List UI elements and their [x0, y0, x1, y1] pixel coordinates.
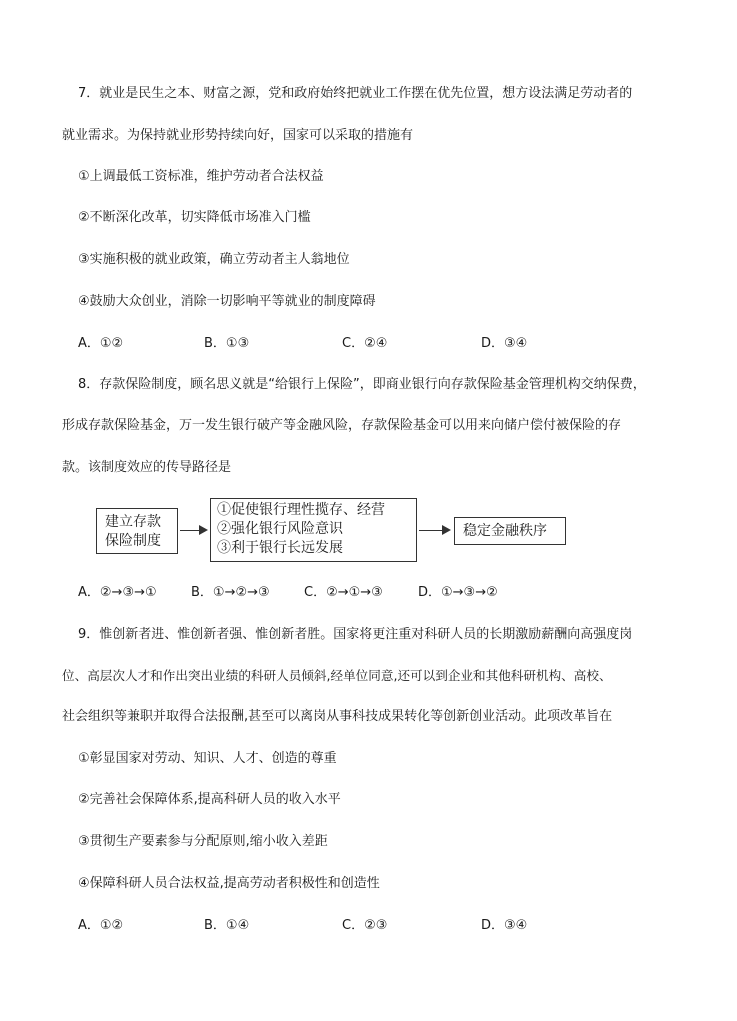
- q8-option-d[interactable]: D．①→③→②: [418, 585, 498, 600]
- q9-option-b[interactable]: B．①④: [204, 918, 250, 933]
- q9-item-2: ②完善社会保障体系,提高科研人员的收入水平: [78, 792, 341, 807]
- diagram-start-line-1: 建立存款: [105, 514, 161, 530]
- q9-option-a[interactable]: A．①②: [78, 918, 124, 933]
- q9-stem-line-2: 位、高层次人才和作出突出业绩的科研人员倾斜,经单位同意,还可以到企业和其他科研机构、高校、: [62, 668, 612, 683]
- q7-item-4: ④鼓励大众创业，消除一切影响平等就业的制度障碍: [78, 294, 376, 309]
- q8-option-b[interactable]: B．①→②→③: [191, 585, 270, 600]
- q8-option-a[interactable]: A．②→③→①: [78, 585, 157, 600]
- q9-item-3: ③贯彻生产要素参与分配原则,缩小收入差距: [78, 834, 328, 849]
- diagram-end-box: [454, 517, 566, 545]
- q7-item-2: ②不断深化改革，切实降低市场准入门槛: [78, 210, 311, 225]
- diagram-start-line-2: 保险制度: [105, 533, 161, 549]
- q7-stem-line-2: 就业需求。为保持就业形势持续向好，国家可以采取的措施有: [62, 128, 414, 143]
- q7-item-3: ③实施积极的就业政策，确立劳动者主人翁地位: [78, 252, 350, 267]
- q7-item-1: ①上调最低工资标准，维护劳动者合法权益: [78, 169, 324, 184]
- q8-stem-line-3: 款。该制度效应的传导路径是: [62, 460, 232, 475]
- diagram-middle-box: [210, 498, 417, 562]
- diagram-arrow-2: [419, 530, 449, 531]
- q9-options: [0, 918, 737, 934]
- q8-options: [0, 585, 737, 601]
- diagram-end-label: 稳定金融秩序: [463, 523, 547, 539]
- q7-option-d[interactable]: D．③④: [481, 336, 528, 351]
- q8-option-c[interactable]: C．②→①→③: [304, 585, 383, 600]
- q7-options: [0, 336, 737, 352]
- q7-option-a[interactable]: A．①②: [78, 336, 124, 351]
- diagram-start-box: [96, 508, 178, 554]
- q8-stem-line-1: 8．存款保险制度，顾名思义就是“给银行上保险”，即商业银行向存款保险基金管理机构交纳保费，: [78, 377, 646, 392]
- diagram-middle-item-1: ①促使银行理性揽存、经营: [217, 502, 385, 518]
- diagram-middle-item-2: ②强化银行风险意识: [217, 521, 343, 537]
- q9-stem-line-3: 社会组织等兼职并取得合法报酬,甚至可以离岗从事科技成果转化等创新创业活动。此项改革旨在: [62, 709, 613, 724]
- diagram-arrow-1: [180, 530, 206, 531]
- diagram-middle-item-3: ③利于银行长远发展: [217, 540, 343, 556]
- q9-item-1: ①彰显国家对劳动、知识、人才、创造的尊重: [78, 751, 337, 766]
- q9-option-d[interactable]: D．③④: [481, 918, 528, 933]
- q7-stem-line-1: 7．就业是民生之本、财富之源，党和政府始终把就业工作摆在优先位置，想方设法满足劳动者的: [78, 86, 633, 101]
- q9-stem-line-1: 9．惟创新者进、惟创新者强、惟创新者胜。国家将更注重对科研人员的长期激励薪酬向高强度岗: [78, 627, 633, 642]
- q9-option-c[interactable]: C．②③: [342, 918, 388, 933]
- q7-option-b[interactable]: B．①③: [204, 336, 250, 351]
- q9-item-4: ④保障科研人员合法权益,提高劳动者积极性和创造性: [78, 876, 380, 891]
- q7-option-c[interactable]: C．②④: [342, 336, 388, 351]
- q8-stem-line-2: 形成存款保险基金，万一发生银行破产等金融风险，存款保险基金可以用来向储户偿付被保险的存: [62, 418, 622, 433]
